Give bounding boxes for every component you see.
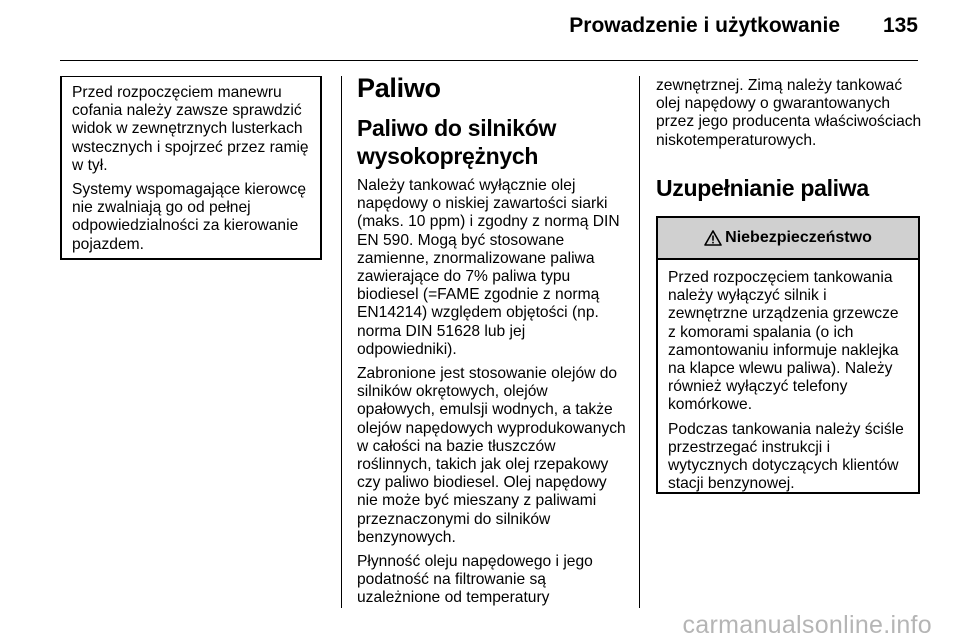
body-paragraph: Płynność oleju napędowego i jego podatność na filtrowanie są uzależnione od temperatury [357, 553, 593, 607]
page-number: 135 [882, 14, 918, 37]
warning-body [658, 260, 918, 493]
note-paragraph: Przed rozpoczęciem manewru cofania należy zawsze sprawdzić widok w zewnętrznych lusterkach wstecznych i spojrzeć przez ramię w tył. [72, 84, 309, 174]
header-title: Prowadzenie i użytkowanie [569, 14, 840, 37]
warning-heading: Niebezpieczeństwo [725, 229, 872, 246]
note-paragraph: Systemy wspomagające kierowcę nie zwalniają go od pełnej odpowiedzialności za kierowanie pojazdem. [72, 181, 306, 253]
section-title: Paliwo [357, 73, 441, 103]
body-paragraph: Zabronione jest stosowanie olejów do silników okrętowych, olejów opałowych, emulsji wodnych, a także olejów napędowych wyprodukowanych w całości na bazie tłuszczów roślinnych, takich jak olej rzepakowy czy paliwo biodiesel. Olej napędowy nie może być mieszany z paliwami przeznaczonymi do silników benzynowych. [357, 365, 626, 546]
warning-box [656, 216, 920, 494]
watermark: carmanualsonline.info [682, 611, 932, 639]
warning-paragraph: Przed rozpoczęciem tankowania należy wyłączyć silnik i zewnętrzne urządzenia grzewcze z komorami spalania (o ich zamontowaniu informuje naklejka na klapce wlewu paliwa). Należy również wyłączyć telefony komórkowe. [668, 269, 899, 414]
fuel-section-continued [656, 77, 922, 202]
body-paragraph-continued: zewnętrznej. Zimą należy tankować olej napędowy o gwarantowanych przez jego producenta właściwościach niskotemperaturowych. [656, 77, 922, 149]
refuel-title: Uzupełnianie paliwa [656, 174, 869, 201]
section-subtitle: Paliwo do silników wysokoprężnych [357, 115, 557, 169]
warning-triangle-icon [704, 230, 722, 246]
header-divider [60, 60, 918, 61]
body-paragraph: Należy tankować wyłącznie olej napędowy o niskiej zawartości siarki (maks. 10 ppm) i zgodny z normą DIN EN 590. Mogą być stosowane zamienne, znormalizowane paliwa zawierające do 7% paliwa typu biodiesel (=FAME zgodnie z normą EN14214) względem objętości (np. norma DIN 51628 lub jej odpowiedniki). [357, 177, 620, 358]
note-box [60, 76, 322, 260]
warning-paragraph: Podczas tankowania należy ściśle przestrzegać instrukcji i wytycznych dotyczących klientów stacji benzynowej. [668, 420, 904, 493]
column-divider-right [639, 76, 640, 608]
fuel-section [357, 72, 629, 614]
warning-header [658, 218, 918, 260]
column-divider-left [341, 76, 342, 608]
